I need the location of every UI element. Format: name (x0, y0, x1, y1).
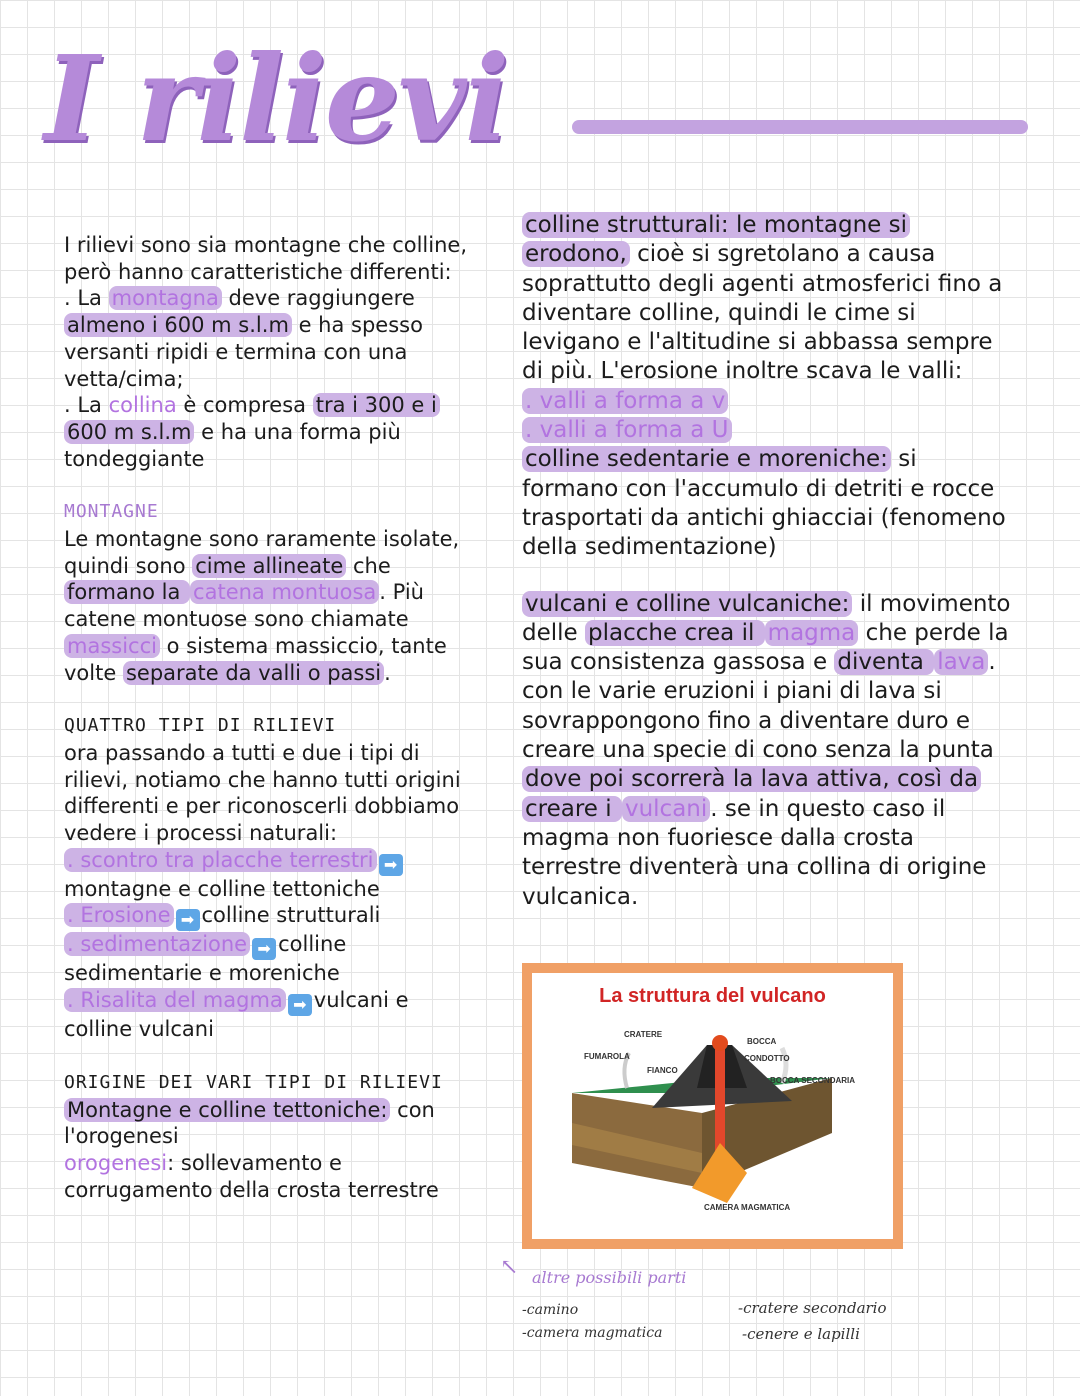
process-item: . Risalita del magma ➡ vulcani e colline vulcani (64, 988, 409, 1042)
sedentarie-text: colline sedentarie e moreniche: si formano con l'accumulo di detriti e rocce trasportati da antichi ghiacciai (fenomeno della sedimentazione) (522, 446, 1006, 561)
title-underline (572, 120, 1028, 134)
valli-item: . valli a forma a v (522, 387, 1017, 416)
montagne-heading: MONTAGNE (64, 501, 159, 523)
left-column (64, 232, 469, 1203)
intro-text: I rilievi sono sia montagne che colline, però hanno caratteristiche differenti: (64, 233, 468, 284)
quattro-text: ora passando a tutti e due i tipi di rilievi, notiamo che hanno tutti origini differenti e per riconoscerli dobbiamo vedere i processi naturali: (64, 740, 461, 846)
bullet-montagna: . La montagna deve raggiungere almeno i 600 m s.l.m e ha spesso versanti ripidi e termina con una vetta/cima; (64, 286, 423, 391)
bullet-collina: . La collina è compresa tra i 300 e i 600 m s.l.m e ha una forma più tondeggiante (64, 392, 469, 472)
figure-title: La struttura del vulcano (599, 985, 826, 1007)
label-fianco: FIANCO (647, 1066, 678, 1075)
label-camera-magmatica: CAMERA MAGMATICA (704, 1203, 791, 1212)
note-item: -cratere secondario (738, 1299, 887, 1317)
note-item: -cenere e lapilli (742, 1325, 860, 1343)
arrow-right-icon: ➡ (252, 938, 276, 960)
up-arrow-icon: ↖ (500, 1255, 519, 1280)
label-bocca-secondaria: BOCCA SECONDARIA (770, 1076, 856, 1085)
volcano-figure-panel (532, 973, 893, 1239)
arrow-right-icon: ➡ (176, 909, 200, 931)
strutturali-text: colline strutturali: le montagne si erodono, cioè si sgretolano a causa soprattutto degli agenti atmosferici fino a diventare colline, quindi le cime si levigano e l'altitudine si abbassa sempre di più. L'erosione inoltre scava le valli: (522, 212, 1003, 385)
valli-item: . valli a forma a U (522, 416, 1017, 445)
process-item: . sedimentazione ➡ colline sedimentarie e moreniche (64, 932, 347, 986)
process-item: . Erosione ➡ colline strutturali (64, 902, 469, 931)
note-item: -camino (522, 1302, 579, 1318)
volcano-figure (522, 963, 903, 1249)
vulcani-text: vulcani e colline vulcaniche: il movimento delle placche crea il magma che perde la sua consistenza gassosa e diventa lava . con le varie eruzioni i piani di lava si sovrappongono fino a diventare duro e creare una specie di cono senza la punta dove poi scorrerà la lava attiva, così da creare i vulcani . se in questo caso il magma non fuoriesce dalla crosta terrestre diventerà una collina di origine vulcanica. (522, 590, 1011, 910)
page-title: I rilievi (44, 29, 508, 168)
label-condotto: CONDOTTO (744, 1054, 790, 1063)
right-column (522, 211, 1017, 912)
arrow-right-icon: ➡ (288, 994, 312, 1016)
label-bocca: BOCCA (747, 1037, 777, 1046)
origine-heading: ORIGINE DEI VARI TIPI DI RILIEVI (64, 1071, 443, 1093)
label-cratere: CRATERE (624, 1030, 663, 1039)
notes-heading: altre possibili parti (532, 1268, 687, 1287)
origine-text: Montagne e colline tettoniche: con l'orogenesi orogenesi: sollevamento e corrugamento della crosta terrestre (64, 1097, 439, 1202)
montagne-text: Le montagne sono raramente isolate, quindi sono cime allineate che formano la catena montuosa . Più catene montuose sono chiamate massicci o sistema massiccio, tante volte separate da valli o passi . (64, 527, 460, 685)
arrow-right-icon: ➡ (379, 854, 403, 876)
label-fumarola: FUMAROLA (584, 1052, 630, 1061)
volcano-diagram (532, 973, 893, 1239)
note-item: -camera magmatica (522, 1325, 663, 1341)
process-item: . scontro tra placche terrestri ➡montagne e colline tettoniche (64, 847, 469, 903)
quattro-heading: QUATTRO TIPI DI RILIEVI (64, 715, 337, 737)
